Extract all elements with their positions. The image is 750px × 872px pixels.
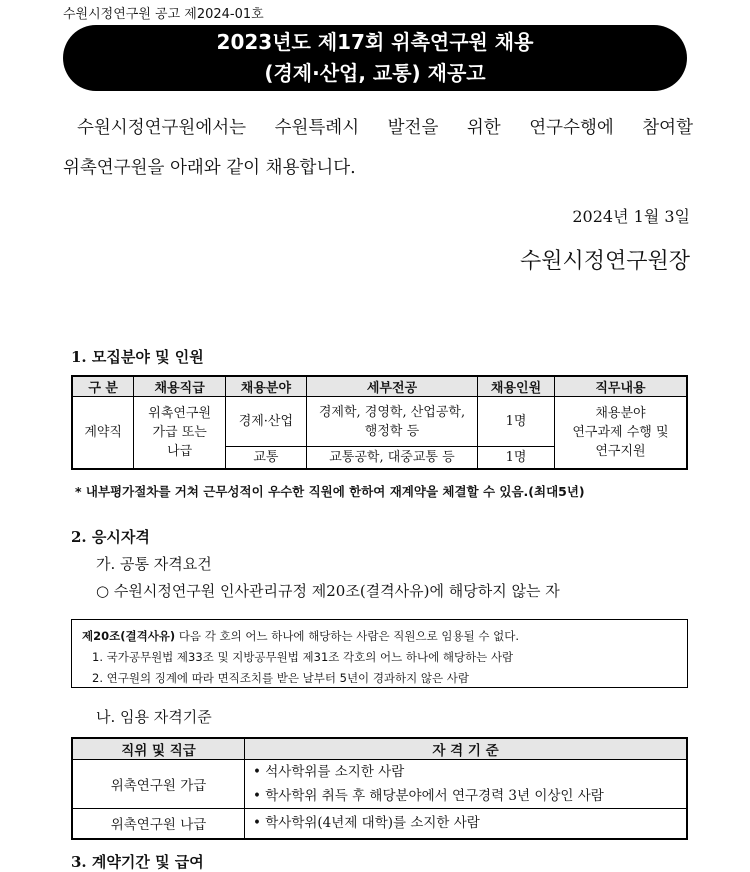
grade-cell: 위촉연구원 가급 xyxy=(72,760,245,809)
section-3-title: 3. 계약기간 및 급여 xyxy=(71,853,204,871)
qualification-table xyxy=(71,737,688,840)
intro-paragraph xyxy=(63,108,693,188)
criteria-item: • 석사학위를 소지한 사람 xyxy=(253,764,405,780)
rule-item: 2. 연구원의 징계에 따라 면직조치를 받은 날부터 5년이 경과하지 않은 사람 xyxy=(92,671,470,685)
section-1-title: 1. 모집분야 및 인원 xyxy=(71,348,204,366)
intro-line-1: 수원시정연구원에서는 수원특례시 발전을 위한 연구수행에 참여할 xyxy=(77,118,693,138)
job-grade-line: 나급 xyxy=(167,443,193,459)
disqualification-rule-box xyxy=(71,619,688,688)
criteria-item: • 학사학위 취득 후 해당분야에서 연구경력 3년 이상인 사람 xyxy=(253,788,604,804)
announcement-date: 2024년 1월 3일 xyxy=(572,207,690,226)
header-cell: 채용직급 xyxy=(134,376,226,397)
table-row xyxy=(72,397,687,447)
major-cell xyxy=(306,397,477,447)
header-cell: 자 격 기 준 xyxy=(245,738,688,760)
table-row xyxy=(72,760,687,809)
criteria-cell xyxy=(245,809,688,839)
criteria-item: • 학사학위(4년제 대학)를 소지한 사람 xyxy=(253,815,480,832)
rule-item: 1. 국가공무원법 제33조 및 지방공무원법 제31조 각호의 어느 하나에 해당하는 사람 xyxy=(92,650,514,664)
table-row xyxy=(72,809,687,839)
header-cell: 구 분 xyxy=(72,376,134,397)
duty-cell xyxy=(554,397,687,469)
header-cell: 세부전공 xyxy=(306,376,477,397)
renewal-note: * 내부평가절차를 거쳐 근무성적이 우수한 직원에 한하여 재계약을 체결할 수 있음.(최대5년) xyxy=(75,484,585,499)
recruitment-table xyxy=(71,375,688,470)
employment-type: 계약직 xyxy=(72,397,134,469)
header-cell: 채용분야 xyxy=(226,376,307,397)
job-grade xyxy=(134,397,226,469)
announcement-number: 수원시정연구원 공고 제2024-01호 xyxy=(63,7,264,22)
section-2-title: 2. 응시자격 xyxy=(71,528,150,546)
grade-cell: 위촉연구원 나급 xyxy=(72,809,245,839)
major-line: 경제학, 경영학, 산업공학, xyxy=(318,404,466,420)
duty-line: 연구지원 xyxy=(595,443,646,459)
subsection-b-title: 나. 임용 자격기준 xyxy=(96,708,212,726)
title-line-1: 2023년도 제17회 위촉연구원 채용 xyxy=(216,30,534,54)
field-cell: 교통 xyxy=(226,447,307,469)
header-cell: 직위 및 직급 xyxy=(72,738,245,760)
rule-head: 제20조(결격사유) xyxy=(82,629,176,643)
intro-line-2: 위촉연구원을 아래와 같이 채용합니다. xyxy=(63,158,356,178)
job-grade-line: 위촉연구원 xyxy=(148,405,212,421)
rule-text: 다음 각 호의 어느 하나에 해당하는 사람은 직원으로 임용될 수 없다. xyxy=(175,629,519,643)
header-cell: 직무내용 xyxy=(554,376,687,397)
duty-line: 채용분야 xyxy=(595,405,646,421)
table-header-row xyxy=(72,376,687,397)
common-requirement: ○ 수원시정연구원 인사관리규정 제20조(결격사유)에 해당하지 않는 자 xyxy=(96,582,560,600)
job-grade-line: 가급 또는 xyxy=(152,424,207,440)
title-banner xyxy=(63,25,687,91)
count-cell: 1명 xyxy=(478,447,555,469)
signer: 수원시정연구원장 xyxy=(519,249,690,274)
subsection-a-title: 가. 공통 자격요건 xyxy=(96,555,212,573)
title-line-2: (경제·산업, 교통) 재공고 xyxy=(264,61,486,85)
count-cell: 1명 xyxy=(478,397,555,447)
field-cell: 경제·산업 xyxy=(226,397,307,447)
major-line: 행정학 등 xyxy=(364,423,420,439)
criteria-cell xyxy=(245,760,688,809)
header-cell: 채용인원 xyxy=(478,376,555,397)
table-header-row xyxy=(72,738,687,760)
major-cell: 교통공학, 대중교통 등 xyxy=(306,447,477,469)
duty-line: 연구과제 수행 및 xyxy=(572,424,669,440)
rule-heading-line xyxy=(82,626,687,647)
